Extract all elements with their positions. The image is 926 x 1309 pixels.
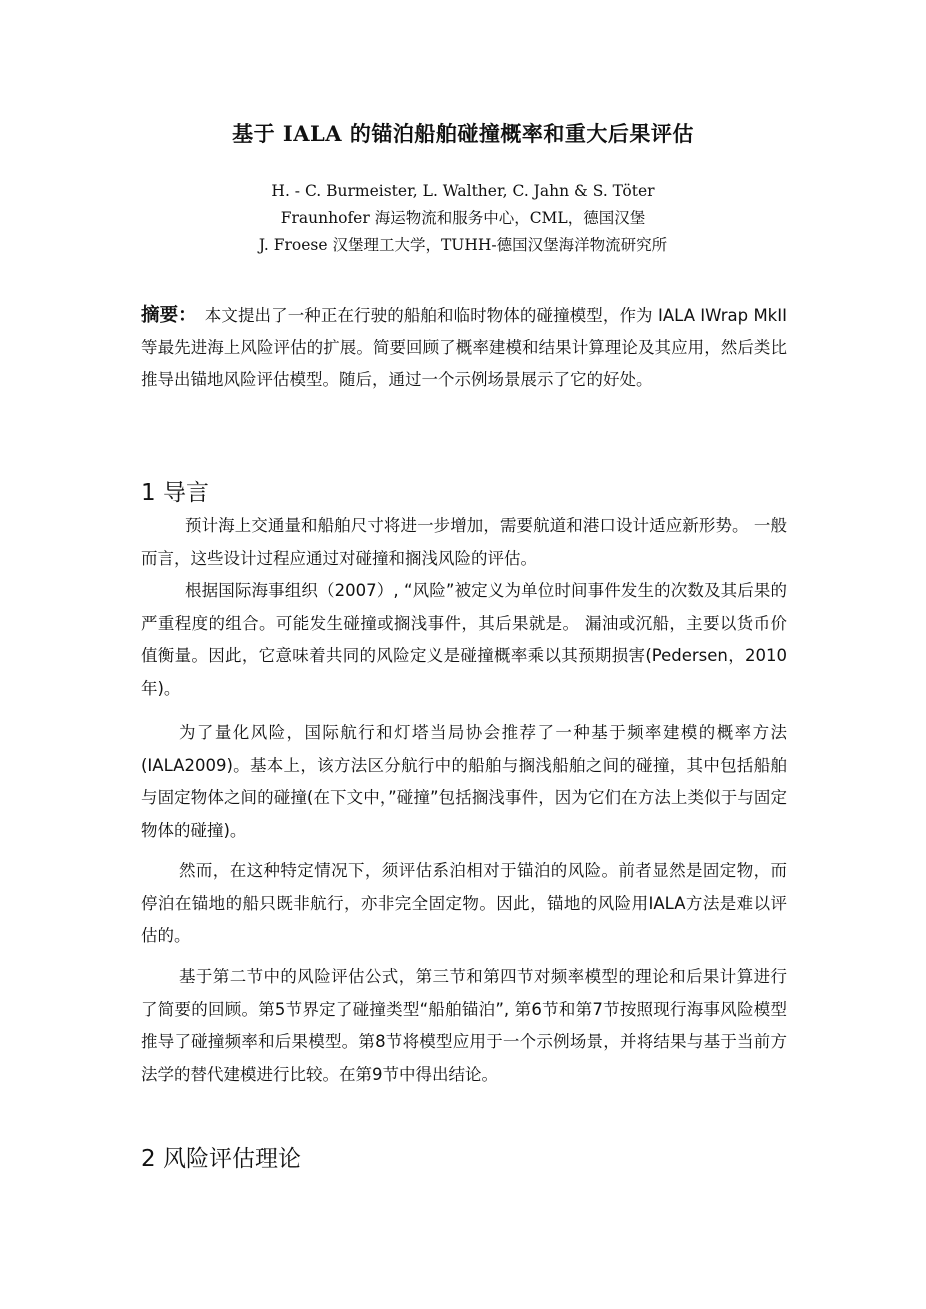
paragraph: 根据国际海事组织（2007）, “风险”被定义为单位时间事件发生的次数及其后果的严重程度的组合。可能发生碰撞或搁浅事件，其后果就是。 漏油或沉船，主要以货币价值衡量。因此，它意味着共同的风险定义是碰撞概率乘以其预期损害(Pedersen，2010 年)。 xyxy=(141,581,787,698)
paragraph-block xyxy=(141,961,787,1091)
paragraph-block xyxy=(141,855,787,953)
paragraph: 预计海上交通量和船舶尺寸将进一步增加，需要航道和港口设计适应新形势。 一般而言，这些设计过程应通过对碰撞和搁浅风险的评估。 xyxy=(141,516,787,568)
paragraph: 然而，在这种特定情况下，须评估系泊相对于锚泊的风险。前者显然是固定物，而停泊在锚地的船只既非航行，亦非完全固定物。因此，锚地的风险用IALA方法是难以评估的。 xyxy=(141,861,787,945)
author-block xyxy=(0,178,926,259)
author-line: H. - C. Burmeister, L. Walther, C. Jahn & S. Töter xyxy=(271,182,655,200)
abstract-label: 摘要： xyxy=(141,305,197,326)
paragraph: 为了量化风险，国际航行和灯塔当局协会推荐了一种基于频率建模的概率方法(IALA2009)。基本上，该方法区分航行中的船舶与搁浅船舶之间的碰撞，其中包括船舶与固定物体之间的碰撞(在下文中，”碰撞”包括搁浅事件，因为它们在方法上类似于与固定物体的碰撞)。 xyxy=(141,723,787,840)
abstract xyxy=(141,300,787,396)
affiliation-line: Fraunhofer 海运物流和服务中心，CML，德国汉堡 xyxy=(280,209,646,227)
paragraph-block xyxy=(141,717,787,847)
paper-title: 基于 IALA 的锚泊船舶碰撞概率和重大后果评估 xyxy=(232,121,694,146)
affiliation-line: J. Froese 汉堡理工大学，TUHH-德国汉堡海洋物流研究所 xyxy=(258,236,668,254)
intro-paragraph-group xyxy=(141,510,787,705)
section-heading-risk-theory: 2 风险评估理论 xyxy=(141,1146,301,1172)
section-heading-introduction: 1 导言 xyxy=(141,480,209,506)
abstract-text: 本文提出了一种正在行驶的船舶和临时物体的碰撞模型，作为 IALA IWrap MkII 等最先进海上风险评估的扩展。简要回顾了概率建模和结果计算理论及其应用，然后类比推导出锚地风险评估模型。随后，通过一个示例场景展示了它的好处。 xyxy=(141,306,787,389)
paragraph: 基于第二节中的风险评估公式，第三节和第四节对频率模型的理论和后果计算进行了简要的回顾。第5节界定了碰撞类型“船舶锚泊”, 第6节和第7节按照现行海事风险模型推导了碰撞频率和后果模型。第8节将模型应用于一个示例场景，并将结果与基于当前方法学的替代建模进行比较。在第9节中得出结论。 xyxy=(141,967,787,1084)
